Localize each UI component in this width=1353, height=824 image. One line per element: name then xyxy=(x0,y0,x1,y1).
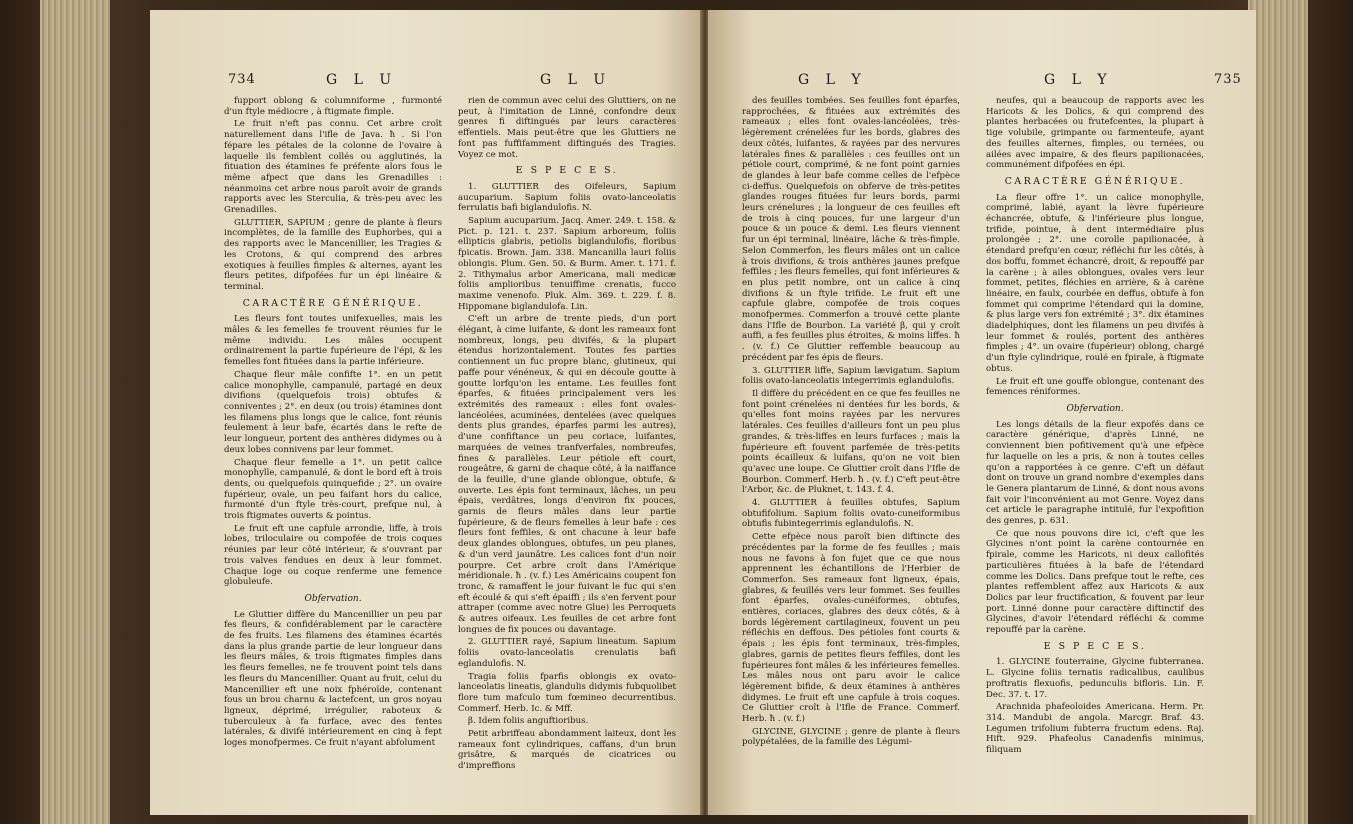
paragraph: β. Idem foliis anguftioribus. xyxy=(468,716,589,727)
paragraph: 4. GLUTTIER à feuilles obtufes, Sapium obtufifolium. Sapium foliis ovato-cuneiformibus obtufis fubintegerrimis eglandulofis. N. xyxy=(742,498,960,530)
paragraph: GLUTTIER, SAPIUM ; genre de plante à fleurs incomplètes, de la famille des Euphorbes, qui a des rapports avec le Mancenillier, les Tragies & les Crotons, & qui comprend des arbres exotiques à feuilles fimples & alternes, ayant les fleurs petites, difpofées fur un épi linéaire & terminal. xyxy=(224,217,442,292)
paragraph: neufes, qui a beaucoup de rapports avec les Haricots & les Dolics, & qui comprend des plantes herbacées ou frutefcentes, la plupart à tige volubile, grimpante ou farmenteufe, ayant des feuilles alternes, fimples, ou ternées, ou ailées avec impaire, & des fleurs papilionacées, communément difpofées en épi. xyxy=(986,96,1204,171)
paragraph: Le Gluttier diffère du Mancenillier un peu par fes fleurs, & confidérablement par le caractère de fes fruits. Les filamens des étamines écartés dans la plus grande partie de leur longueur dans les fleurs mâles, & trois ftigmates fimples dans les fleurs femelles, ne fe trouvent point tels dans les fleurs du Mancenillier. Quant au fruit, celui du Mancenillier eft une noix fphéroïde, contenant fous un brou charnu & lactefcent, un gros noyau ligneux, déprimé, irrégulier, raboteux & tuberculeux à fa furface, avec des fentes latérales, & divifé intérieurement en cinq à fept loges monofpermes. Ce fruit n'ayant abfolument xyxy=(224,609,442,749)
paragraph: Petit arbriffeau abondamment laiteux, dont les rameaux font cylindriques, caffans, d'un brun grisâtre, & marqués de cicatrices ou d'impreffions xyxy=(458,729,676,772)
paragraph: Le fruit eft une capfule arrondie, liffe, à trois lobes, triloculaire ou compofée de trois coques réunies par leur côté intérieur, & s'ouvrant par trois valves fendues en deux à leur fommet. Chaque loge ou coque renferme une femence globuleufe. xyxy=(224,523,442,588)
paragraph: 2. GLUTTIER rayé, Sapium lineatum. Sapium foliis ovato-lanceolatis crenulatis bafi eglandulofis. N. xyxy=(458,637,676,669)
paragraph: Chaque fleur femelle a 1°. un petit calice monophylle, campanulé, & dont le bord eft à trois dents, ou quelquefois quinquefide ; 2°. un ovaire fupérieur, ovale, un peu faifant hors du calice, furmonté d'un ftyle très-court, prefque nul, à trois ftigmates ouverts & pointus. xyxy=(224,457,442,522)
paragraph: Obfervation. xyxy=(304,593,362,604)
paragraph: Ce que nous pouvons dire ici, c'eft que les Glycines n'ont point la carène contournée en fpirale, comme les Haricots, ni deux callofités particulières fituées à la bafe de l'étendard comme les Dolics. Dans prefque tout le refte, ces plantes reffemblent affez aux Haricots & aux Dolics par leur fructification, & fouvent par leur port. Linné donne pour caractère diftinctif des Glycines, d'avoir l'étendard réfléchi & comme repouffé par la carène. xyxy=(986,528,1204,636)
left-column-2 xyxy=(458,96,676,796)
paragraph: E S P E C E S. xyxy=(1043,640,1147,652)
paragraph: Tragia foliis fparfis oblongis ex ovato-lanceolatis lineatis, glandulis didymis fubquolibet flore tum mafculo tum fœmineo decurrentibus. Commerf. Herb. Ic. & Mff. xyxy=(458,671,676,714)
left-page xyxy=(150,10,702,815)
paragraph: Le fruit eft une gouffe oblongue, contenant des femences réniformes. xyxy=(986,376,1204,398)
paragraph: CARACTÈRE GÉNÉRIQUE. xyxy=(242,297,424,309)
paragraph: Sapium aucuparium. Jacq. Amer. 249. t. 158. & Pict. p. 121. t. 237. Sapium arboreum, foliis ellipticis glabris, petiolis biglandulofis, floribus fpicatis. Brown. Jam. 338. Mancanilla lauri foliis oblongis. Plum. Gen. 50. & Burm. Amer. t. 171. f. 2. Tithymalus arbor Americana, mali medicæ foliis amplioribus tenuiffime crenatis, fucco maxime venenofo. Pluk. Alm. 369. t. 229. f. 8. Hippomane biglandulofa. Lin. xyxy=(458,216,676,312)
paragraph: Obfervation. xyxy=(1066,403,1124,414)
left-running-head-2: G L U xyxy=(540,72,612,88)
paragraph: Arachnida phafeoloides Americana. Herm. Pr. 314. Mandubi de angola. Marcgr. Braf. 43. Legumen trifolium fubterra fructum edens. Raj. Hift. 929. Phafeolus Canadenfis minimus, filiquam xyxy=(986,702,1204,756)
paragraph: fupport oblong & columniforme , furmonté d'un ftyle médiocre , à ftigmate fimple. xyxy=(224,96,442,117)
page-edges-left xyxy=(40,0,110,824)
paragraph: 3. GLUTTIER liffe, Sapium lævigatum. Sapium foliis ovato-lanceolatis integerrimis eglandulofis. xyxy=(742,365,960,387)
page-edges-right xyxy=(1248,0,1308,824)
paragraph: GLYCINE, GLYCINE ; genre de plante à fleurs polypétalées, de la famille des Légumi- xyxy=(742,726,960,748)
left-column-1 xyxy=(224,96,442,796)
paragraph: 1. GLYCINE fouterraine, Glycine fubterranea. L. Glycine foliis ternatis radicalibus, caulibus proftratis flexuofis, pedunculis bifloris. Lin. F. Dec. 37. t. 17. xyxy=(986,657,1204,700)
paragraph: Le fruit n'eft pas connu. Cet arbre croît naturellement dans l'ifle de Java. ħ . Si l'on fépare les pétales de la colonne de l'ovaire à laquelle ils femblent collés ou agglutinés, la fituation des étamines fe préfente alors fous le même afpect que dans les Grenadilles : néanmoins cet arbre nous paroît avoir de grands rapports avec les Sterculia, & très-peu avec les Grenadilles. xyxy=(224,119,442,216)
paragraph: Il diffère du précédent en ce que fes feuilles ne font point crénelées ni dentées fur les bords, & qu'elles font moins rayées par les nervures latérales. Ces feuilles d'ailleurs font un peu plus grandes, & très-liffes en leurs furfaces ; mais la fupérieure eft fouvent parfemée de très-petits points écailleux & luifans, qu'on ne voit bien qu'avec une loupe. Ce Gluttier croît dans l'Ifle de Bourbon. Commerf. Herb. ħ . (v. f.) C'eft peut-être l'Arbor, &c. de Pluknet, t. 143. f. 4. xyxy=(742,388,960,496)
right-page xyxy=(708,10,1256,815)
right-running-head-1: G L Y xyxy=(798,72,867,88)
paragraph: La fleur offre 1°. un calice monophylle, comprimé, labié, ayant la lèvre fupérieure échancrée, obtufe, & l'inférieure plus longue, trifide, pointue, à dent intermédiaire plus prolongée ; 2°. une corolle papilionacée, à étendard prefqu'en cœur, réfléchi fur les côtés, à dos boffu, fommet échancré, droit, & repouffé par la carène ; à ailes oblongues, ovales vers leur fommet, petites, fléchies en arrière, & à carène linéaire, en faulx, courbée en deffus, obtufe à fon fommet qui comprime l'étendard qui la domine, & plus large vers fon extrémité ; 3°. dix étamines diadelphiques, dont les filamens un peu divifés à leur fommet & roulés, portent des anthères fimples ; 4°. un ovaire (fupérieur) oblong, chargé d'un ftyle cylindrique, roulé en fpirale, à ftigmate obtus. xyxy=(986,192,1204,374)
paragraph: 1. GLUTTIER des Oifeleurs, Sapium aucuparium. Sapium foliis ovato-lanceolatis ferrulatis bafi biglandulofis. N. xyxy=(458,181,676,214)
right-running-head-2: G L Y xyxy=(1044,72,1113,88)
paragraph: rien de commun avec celui des Gluttiers, on ne peut, à l'imitation de Linné, confondre deux genres fi diftingués par leurs caractères effentiels. Mais peut-être que les Gluttiers ne font pas fuffifamment diftingués des Tragies. Voyez ce mot. xyxy=(458,96,676,160)
left-running-head-1: G L U xyxy=(326,72,398,88)
paragraph: C'eft un arbre de trente pieds, d'un port élégant, à cime luifante, & dont les rameaux font nombreux, longs, peu divifés, & la plupart étendus horizontalement. Toutes fes parties contiennent un fuc propre blanc, glutineux, qui paffe pour vénéneux, & qui en découle goutte à goutte lorfqu'on les entame. Les feuilles font éparfes, & fituées principalement vers les extrémités des rameaux : elles font ovales-lancéolées, acuminées, dentelées (avec quelques dents plus grandes, éparfes parmi les autres), d'une confiftance un peu coriace, luifantes, marquées de veines tranfverfales, nombreufes, fines & parallèles. Leur pétiole eft court, rougeâtre, & garni de chaque côté, à la naiffance de la feuille, d'une glande oblongue, obtufe, & ouverte. Les épis font terminaux, lâches, un peu épais, verdâtres, longs d'environ fix pouces, garnis de fleurs mâles dans leur partie fupérieure, & de fleurs femelles à leur bafe : ces fleurs font feffiles, & ont chacune à leur bafe deux glandes oblongues, obtufes, un peu planes, & d'un verd jaunâtre. Les calices font d'un noir pourpre. Cet arbre croît dans l'Amérique méridionale. ħ . (v. f.) Les Américains coupent fon tronc, & ramaffent le jour fuivant le fuc qui s'en eft écoulé & qui s'eft épaiffi ; ils s'en fervent pour attraper (comme avec notre Glue) les Perroquets & autres oifeaux. Les feuilles de cet arbre font longues de fix pouces ou davantage. xyxy=(458,314,676,635)
right-column-2 xyxy=(986,96,1204,796)
paragraph: des feuilles tombées. Ses feuilles font éparfes, rapprochées, & fituées aux extrémités des rameaux ; elles font ovales-lancéolées, très-légèrement crénelées fur les bords, glabres des deux côtés, luifantes, & rayées par des nervures latérales fines & parallèles : ces feuilles ont un pétiole court, comprimé, & ne font point garnies de glandes à leur bafe comme celles de l'efpèce ci-deffus. Quelquefois on obferve de très-petites glandes rouges fituées fur leurs bords, parmi leurs crénelures ; la longueur de ces feuilles eft de trois à cinq pouces, fur une largeur d'un pouce & un pouce & demi. Les fleurs viennent fur un épi terminal, linéaire, lâche & très-fimple. Selon Commerfon, les fleurs mâles ont un calice à trois divifions, & trois anthères jaunes prefque feffiles ; les fleurs femelles, qui font inférieures & en plus petit nombre, ont un calice à cinq divifions & un ftyle trifide. Le fruit eft une capfule glabre, compofée de trois coques monofpermes. Commerfon a trouvé cette plante dans l'Ifle de Bourbon. La variété β, qui y croît auffi, a fes feuilles plus étroites, & moins liffes. ħ . (v. f.) Ce Gluttier reffemble beaucoup au précédent par fes épis de fleurs. xyxy=(742,96,960,363)
paragraph: Cette efpèce nous paroît bien diftincte des précédentes par la forme de fes feuilles ; mais nous ne favons à fon fujet que ce que nous apprennent les échantillons de l'Herbier de Commerfon. Ses rameaux font ligneux, épais, glabres, & feuillés vers leur fommet. Ses feuilles font éparfes, ovales-cunéiformes, obtufes, entières, coriaces, glabres des deux côtés, & à bords légèrement cartilagineux, fouvent un peu réfléchis en deffous. Des pétioles font courts & épais ; les épis font terminaux, très-fimples, glabres, garnis de petites fleurs feffiles, dont les fupérieures font mâles & les inférieures femelles. Les mâles nous ont paru avoir le calice légèrement bifide, & deux étamines à anthères didymes. Le fruit eft une capfule à trois coques. Ce Gluttier croît à l'Ifle de France. Commerf. Herb. ħ . (v. f.) xyxy=(742,532,960,725)
left-page-number: 734 xyxy=(228,72,256,87)
right-column-1 xyxy=(742,96,960,796)
paragraph: E S P E C E S. xyxy=(515,165,619,177)
paragraph: Chaque fleur mâle confifte 1°. en un petit calice monophylle, campanulé, partagé en deux divifions (quelquefois trois) obtufes & conniventes ; 2°. en deux (ou trois) étamines dont les filamens plus longs que le calice, font réunis feulement à leur bafe, écartés dans le refte de leur longueur, portent des anthères didymes ou à deux lobes connivens par leur fommet. xyxy=(224,369,442,455)
paragraph: Les fleurs font toutes unifexuelles, mais les mâles & les femelles fe trouvent réunies fur le même individu. Les mâles occupent ordinairement la partie fupérieure de l'épi, & les femelles font fituées dans la partie inférieure. xyxy=(224,314,442,368)
paragraph: CARACTÈRE GÉNÉRIQUE. xyxy=(1004,175,1186,187)
right-page-number: 735 xyxy=(1214,72,1242,87)
paragraph: Les longs détails de la fleur expofés dans ce caractère générique, d'après Linné, ne conviennent bien pofitivement qu'à une efpèce fur laquelle on les a pris, & non à toutes celles qu'on a rapportées à ce genre. C'eft un défaut dont on trouve un grand nombre d'exemples dans le Genera plantarum de Linné, & dont nous avons fait voir l'inconvénient au mot Genre. Voyez dans cet article le paragraphe intitulé, fur l'expofition des genres, p. 631. xyxy=(986,419,1204,527)
